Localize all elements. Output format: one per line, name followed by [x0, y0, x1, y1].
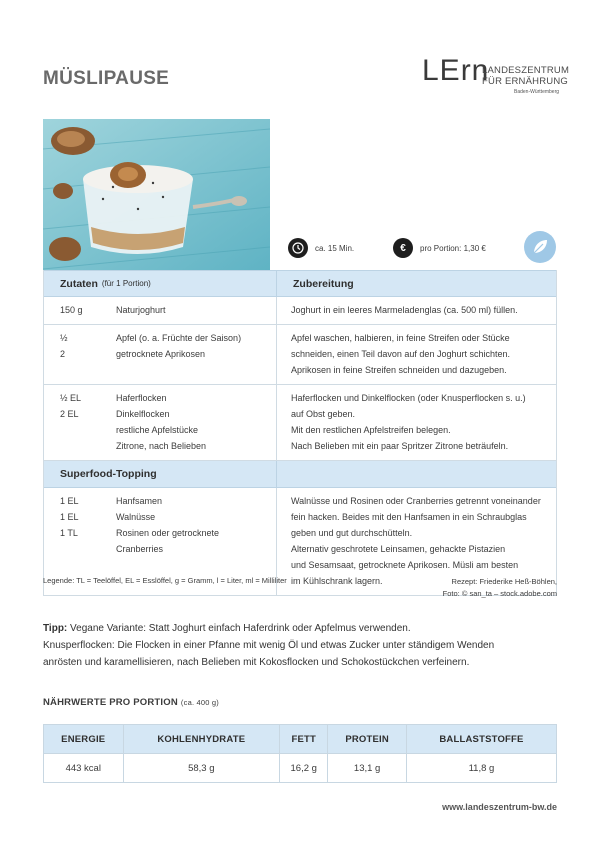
photo-credit: Foto: © san_ta – stock.adobe.com	[442, 589, 557, 598]
prep-line: Walnüsse und Rosinen oder Cranberries getrennt voneinander	[291, 496, 541, 506]
abbreviation-legend: Legende: TL = Teelöffel, EL = Esslöffel, g = Gramm, l = Liter, ml = Milliliter	[43, 576, 287, 585]
nutrition-value-row	[44, 754, 557, 783]
euro-icon: €	[393, 238, 413, 258]
logo-line-1: LANDESZENTRUM	[482, 65, 570, 76]
nutrition-value: 58,3 g	[123, 754, 280, 783]
ingredients-cell	[44, 297, 277, 324]
ingredient-qty: 2	[60, 349, 66, 359]
nutrition-header: PROTEIN	[328, 725, 407, 754]
prep-line: schneiden, einen Teil davon auf den Joghurt schichten.	[291, 349, 510, 359]
topping-header-empty	[277, 461, 293, 487]
logo-mark: LErn	[422, 54, 490, 87]
prep-line: Aprikosen in feine Streifen schneiden und dazugeben.	[291, 365, 507, 375]
ingredient-qty: ½	[60, 333, 68, 343]
prep-line: Alternativ geschrotete Leinsamen, gehackte Pistazien	[291, 544, 506, 554]
ingredient-name: Naturjoghurt	[116, 305, 166, 315]
clock-icon	[288, 238, 308, 258]
recipe-header-row	[44, 270, 556, 297]
nutrition-value: 16,2 g	[280, 754, 328, 783]
nutrition-header: BALLASTSTOFFE	[406, 725, 556, 754]
ingredient-line	[60, 525, 276, 541]
ingredient-qty: 1 EL	[60, 496, 79, 506]
prep-cell	[277, 325, 556, 384]
nutrition-value: 13,1 g	[328, 754, 407, 783]
prep-line: im Kühlschrank lagern.	[291, 576, 383, 586]
prep-line: auf Obst geben.	[291, 409, 356, 419]
ingredient-name: Zitrone, nach Belieben	[116, 441, 207, 451]
ingredient-line	[60, 438, 276, 454]
topping-header: Superfood-Topping	[44, 461, 277, 487]
ingredient-line	[60, 493, 276, 509]
prep-header: Zubereitung	[293, 277, 354, 290]
prep-line: und Sesamsaat, getrocknete Aprikosen. Müsli am besten	[291, 560, 519, 570]
logo-line-2: FÜR ERNÄHRUNG	[482, 76, 568, 87]
nutrition-table	[43, 724, 557, 783]
ingredient-name: Dinkelflocken	[116, 409, 170, 419]
ingredient-line	[60, 330, 276, 346]
tip-text: Vegane Variante: Statt Joghurt einfach Haferdrink oder Apfelmus verwenden.	[67, 623, 411, 634]
recipe-row	[44, 297, 556, 325]
portion-price	[393, 236, 486, 260]
ingredients-header	[44, 271, 277, 296]
prep-line: Joghurt in ein leeres Marmeladenglas (ca. 500 ml) füllen.	[291, 305, 518, 315]
vegetarian-leaf-icon	[524, 231, 556, 263]
website-link[interactable]: www.landeszentrum-bw.de	[442, 802, 557, 812]
ingredient-qty: 150 g	[60, 305, 83, 315]
logo-line-3: Baden-Württemberg	[514, 89, 560, 95]
nutrition-header: FETT	[280, 725, 328, 754]
ingredient-line	[60, 509, 276, 525]
ingredient-name: Haferflocken	[116, 393, 167, 403]
ingredient-name: Hanfsamen	[116, 496, 163, 506]
nutrition-value: 443 kcal	[44, 754, 124, 783]
ingredients-cell	[44, 325, 277, 384]
ingredient-qty: 1 EL	[60, 512, 79, 522]
ingredient-line	[60, 346, 276, 362]
prep-cell	[277, 297, 556, 324]
ingredient-line	[60, 541, 276, 557]
nutrition-value: 11,8 g	[406, 754, 556, 783]
nutrition-header-row	[44, 725, 557, 754]
page-title: MÜSLIPAUSE	[43, 68, 170, 89]
prep-line: fein hacken. Beides mit den Hanfsamen in ein Schraubglas	[291, 512, 527, 522]
ingredient-name: Cranberries	[116, 544, 164, 554]
ingredient-name: Apfel (o. a. Früchte der Saison)	[116, 333, 242, 343]
prep-line: geben und gut durchschütteln.	[291, 528, 413, 538]
ingredient-qty: 2 EL	[60, 409, 79, 419]
tip-label: Tipp:	[43, 623, 68, 634]
prep-line: Apfel waschen, halbieren, in feine Streifen oder Stücke	[291, 333, 510, 343]
ingredient-line	[60, 422, 276, 438]
ingredients-header-label: Zutaten	[60, 277, 98, 290]
ingredient-qty: 1 TL	[60, 528, 78, 538]
recipe-table	[43, 270, 557, 596]
tip-text: Knusperflocken: Die Flocken in einer Pfanne mit wenig Öl und etwas Zucker unter ständigem Wenden	[43, 640, 495, 651]
ingredient-name: getrocknete Aprikosen	[116, 349, 206, 359]
tip-section	[43, 620, 563, 671]
ingredient-name: Rosinen oder getrocknete	[116, 528, 220, 538]
topping-header-row	[44, 461, 556, 488]
recipe-row	[44, 385, 556, 461]
prep-line: Mit den restlichen Apfelstreifen belegen.	[291, 425, 451, 435]
recipe-row	[44, 325, 556, 385]
ingredient-line	[60, 390, 276, 406]
ingredients-header-sub: (für 1 Portion)	[101, 279, 151, 288]
prep-time	[288, 236, 354, 260]
ingredient-qty: ½ EL	[60, 393, 82, 403]
ingredient-line	[60, 406, 276, 422]
nutrition-title-sub: (ca. 400 g)	[180, 698, 219, 707]
ingredient-name: restliche Apfelstücke	[116, 425, 199, 435]
ingredient-qty	[60, 438, 116, 454]
tip-text: anrösten und karamellisieren, nach Belieben mit Kokosflocken und Schokostückchen verfeinern.	[43, 657, 470, 668]
nutrition-title-label: NÄHRWERTE PRO PORTION	[43, 697, 178, 708]
prep-line: Haferflocken und Dinkelflocken (oder Knusperflocken s. u.)	[291, 393, 526, 403]
muesli-photo	[43, 119, 270, 270]
nutrition-title	[43, 697, 219, 708]
ingredient-qty	[60, 422, 116, 438]
nutrition-header: KOHLENHYDRATE	[123, 725, 280, 754]
nutrition-header: ENERGIE	[44, 725, 124, 754]
prep-line: Nach Belieben mit ein paar Spritzer Zitrone beträufeln.	[291, 441, 509, 451]
lern-logo	[390, 52, 570, 118]
ingredient-name: Walnüsse	[116, 512, 156, 522]
prep-time-text: ca. 15 Min.	[315, 243, 355, 253]
prep-cell	[277, 385, 556, 460]
ingredient-qty	[60, 541, 116, 557]
credits	[443, 576, 557, 600]
ingredients-cell	[44, 385, 277, 460]
ingredient-line	[60, 302, 276, 318]
recipe-credit: Rezept: Friederike Heß-Böhlen,	[451, 577, 557, 586]
portion-price-text: pro Portion: 1,30 €	[420, 243, 486, 253]
